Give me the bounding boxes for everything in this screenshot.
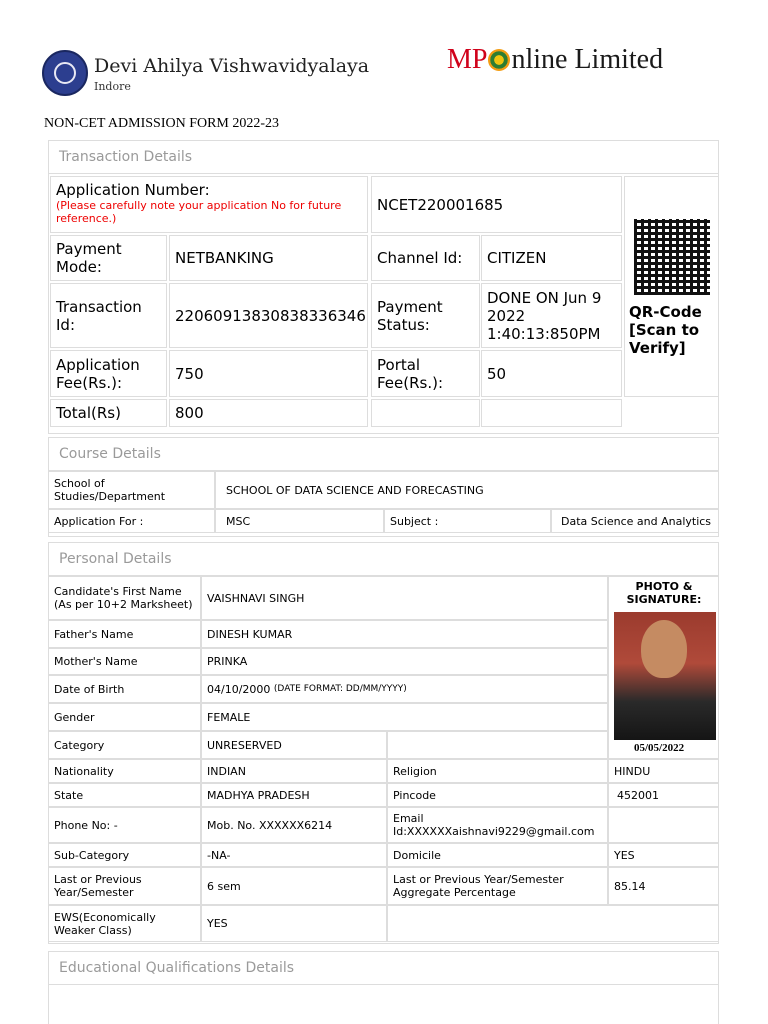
domicile-label: Domicile	[387, 843, 608, 867]
app-number-label-cell	[50, 176, 368, 233]
app-fee-value: 750	[169, 350, 368, 397]
father-label: Father's Name	[48, 620, 201, 648]
nationality-label: Nationality	[48, 759, 201, 783]
form-title: NON-CET ADMISSION FORM 2022-23	[44, 116, 280, 131]
app-for-value: MSC	[215, 509, 384, 533]
mother-value: PRINKA	[201, 648, 608, 675]
dob-label: Date of Birth	[48, 675, 201, 703]
gender-label: Gender	[48, 703, 201, 731]
first-name-value: VAISHNAVI SINGH	[201, 576, 608, 620]
category-value: UNRESERVED	[201, 731, 387, 759]
category-empty	[387, 731, 608, 759]
mponline-suffix: nline Limited	[511, 44, 664, 75]
gender-value: FEMALE	[201, 703, 608, 731]
subject-value: Data Science and Analytics	[551, 509, 719, 533]
ews-empty	[387, 905, 719, 942]
domicile-value: YES	[608, 843, 719, 867]
payment-status-value: DONE ON Jun 9 2022 1:40:13:850PM	[481, 283, 622, 348]
total-label: Total(Rs)	[50, 399, 167, 427]
app-number-value: NCET220001685	[371, 176, 622, 233]
mponline-o-icon	[488, 49, 510, 71]
dob-value: 04/10/2000	[207, 682, 271, 696]
religion-label: Religion	[387, 759, 608, 783]
last-year-label: Last or Previous Year/Semester	[48, 867, 201, 905]
portal-fee-value: 50	[481, 350, 622, 397]
father-value: DINESH KUMAR	[201, 620, 608, 648]
pincode-value: 452001	[608, 783, 719, 807]
religion-value: HINDU	[608, 759, 719, 783]
state-value: MADHYA PRADESH	[201, 783, 387, 807]
phone-value: Mob. No. XXXXXX6214	[201, 807, 387, 843]
personal-section-title: Personal Details	[49, 543, 718, 576]
mother-label: Mother's Name	[48, 648, 201, 675]
app-number-note: (Please carefully note your application No for future reference.)	[56, 199, 342, 225]
ews-label: EWS(Economically Weaker Class)	[48, 905, 201, 942]
app-fee-label: Application Fee(Rs.):	[50, 350, 167, 397]
qr-code-icon	[634, 219, 710, 295]
transaction-section-title: Transaction Details	[49, 141, 718, 174]
total-empty-cell-2	[481, 399, 622, 427]
course-section-title: Course Details	[49, 438, 718, 471]
education-section-title: Educational Qualifications Details	[49, 952, 718, 985]
qr-label: QR-Code [Scan to Verify]	[629, 303, 702, 357]
university-seal-logo	[42, 50, 88, 96]
school-value: SCHOOL OF DATA SCIENCE AND FORECASTING	[215, 471, 719, 509]
education-panel	[48, 951, 719, 1024]
subject-label: Subject :	[384, 509, 551, 533]
subcat-value: -NA-	[201, 843, 387, 867]
channel-value: CITIZEN	[481, 235, 622, 281]
state-label: State	[48, 783, 201, 807]
email-empty	[608, 807, 719, 843]
payment-status-label: Payment Status:	[371, 283, 480, 348]
page-header	[0, 0, 768, 131]
app-number-label: Application Number:	[56, 181, 210, 199]
candidate-photo	[614, 612, 716, 740]
txn-id-label: Transaction Id:	[50, 283, 167, 348]
payment-mode-value: NETBANKING	[169, 235, 368, 281]
nationality-value: INDIAN	[201, 759, 387, 783]
channel-label: Channel Id:	[371, 235, 480, 281]
dob-format: (DATE FORMAT: DD/MM/YYYY)	[273, 683, 407, 694]
portal-fee-label: Portal Fee(Rs.):	[371, 350, 480, 397]
mponline-prefix: MP	[447, 44, 488, 75]
school-label: School of Studies/Department	[48, 471, 215, 509]
app-for-label: Application For :	[48, 509, 215, 533]
txn-id-value: 22060913830838336346	[169, 283, 368, 348]
total-empty-cell-1	[371, 399, 480, 427]
agg-value: 85.14	[608, 867, 719, 905]
university-city: Indore	[94, 80, 131, 93]
dob-cell	[201, 675, 608, 703]
last-year-value: 6 sem	[201, 867, 387, 905]
phone-label: Phone No: -	[48, 807, 201, 843]
email-value: Email Id:XXXXXXaishnavi9229@gmail.com	[387, 807, 608, 843]
total-value: 800	[169, 399, 368, 427]
agg-label: Last or Previous Year/Semester Aggregate Percentage	[387, 867, 608, 905]
candidate-face	[641, 620, 687, 678]
photo-label: PHOTO & SIGNATURE:	[626, 580, 702, 606]
university-name: Devi Ahilya Vishwavidyalaya	[94, 55, 370, 77]
pincode-label: Pincode	[387, 783, 608, 807]
first-name-label: Candidate's First Name (As per 10+2 Marksheet)	[48, 576, 201, 620]
category-label: Category	[48, 731, 201, 759]
payment-mode-label: Payment Mode:	[50, 235, 167, 281]
photo-date: 05/05/2022	[634, 742, 685, 754]
subcat-label: Sub-Category	[48, 843, 201, 867]
mponline-logo	[447, 44, 663, 76]
ews-value: YES	[201, 905, 387, 942]
